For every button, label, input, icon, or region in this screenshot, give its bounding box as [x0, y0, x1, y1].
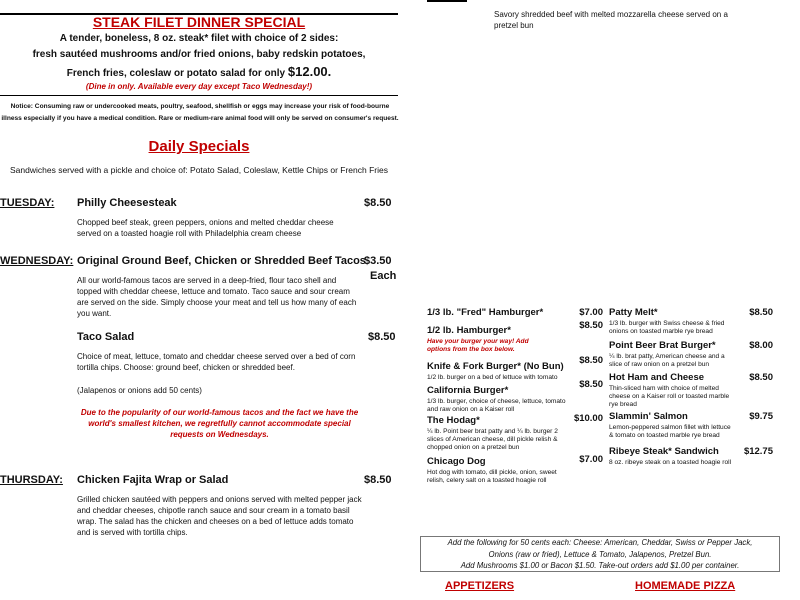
addons-line2: Onions (raw or fried), Lettuce & Tomato, Jalapenos, Pretzel Bun.	[488, 549, 712, 559]
top-right-rule	[427, 0, 467, 2]
tuesday-item-price: $8.50	[364, 197, 392, 209]
menu-item-name: Hot Ham and Cheese	[609, 372, 705, 383]
tuesday-label: TUESDAY:	[0, 197, 55, 209]
steak-special-price: $12.00.	[287, 64, 332, 79]
appetizers-heading: APPETIZERS	[445, 580, 515, 592]
steak-special-note: (Dine in only. Available every day except Taco Wednesday!)	[85, 82, 313, 91]
daily-specials-subtitle: Sandwiches served with a pickle and choice of: Potato Salad, Coleslaw, Kettle Chips or French Fries	[10, 165, 388, 175]
steak-special-line2: fresh sautéed mushrooms and/or fried onions, baby redskin potatoes,	[32, 49, 366, 60]
menu-item-name: California Burger*	[427, 385, 509, 396]
menu-item-price: $8.50	[749, 372, 773, 383]
menu-item-name: Ribeye Steak* Sandwich	[609, 446, 719, 457]
thursday-label: THURSDAY:	[0, 474, 63, 486]
menu-item-name: 1/3 lb. "Fred" Hamburger*	[427, 307, 544, 318]
menu-item-desc: ¼ lb. brat patty, American cheese and a slice of raw onion on a pretzel bun	[609, 353, 725, 369]
wednesday-price-unit: Each	[370, 270, 397, 282]
menu-item-desc: Lemon-peppered salmon fillet with lettuce & tomato on toasted marble rye bread	[609, 424, 731, 440]
addons-line3: Add Mushrooms $1.00 or Bacon $1.50. Take-out orders add $1.00 per container.	[460, 561, 740, 570]
menu-item-price: $8.50	[579, 320, 603, 331]
homemade-pizza-heading: HOMEMADE PIZZA	[635, 580, 736, 592]
tuesday-item-desc: Chopped beef steak, green peppers, onions and melted cheddar cheese served on a toasted hoagie roll with Philadelphia cream cheese	[77, 218, 334, 238]
taco-salad-price: $8.50	[368, 331, 396, 343]
menu-item-price: $8.50	[749, 307, 773, 318]
taco-salad-name: Taco Salad	[77, 331, 135, 343]
menu-item-desc: ¼ lb. Point beer brat patty and ¼ lb. burger 2 slices of American cheese, dill pickle relish & chopped onion on a pretzel bun	[427, 428, 558, 452]
menu-item-desc: Thin-sliced ham with choice of melted cheese on a Kaiser roll or toasted marble rye bread	[609, 385, 730, 409]
menu-item-price: $8.00	[749, 340, 773, 351]
menu-item-price: $7.00	[579, 454, 603, 465]
addons-box	[420, 536, 780, 572]
wednesday-item-name: Original Ground Beef, Chicken or Shredded Beef Tacos	[77, 255, 366, 267]
menu-item-name: Chicago Dog	[427, 456, 486, 467]
taco-salad-note: (Jalapenos or onions add 50 cents)	[77, 386, 202, 395]
menu-item-desc: 8 oz. ribeye steak on a toasted hoagie roll	[609, 459, 732, 466]
wednesday-label: WEDNESDAY:	[0, 255, 74, 267]
menu-item-desc: Hot dog with tomato, dill pickle, onion, sweet relish, celery salt on a toasted hoagie roll	[427, 469, 557, 485]
food-safety-notice: Notice: Consuming raw or undercooked meats, poultry, seafood, shellfish or eggs may increase your risk of food-bourne illness especially if you have a medical condition. Rare or medium-rare animal food will only be served on consumer's request.	[1, 103, 399, 122]
menu-item-name: Patty Melt*	[609, 307, 658, 318]
menu-item-name: Knife & Fork Burger* (No Bun)	[427, 361, 564, 372]
daily-specials-title: Daily Specials	[148, 138, 250, 155]
thursday-item-desc: Grilled chicken sautéed with peppers and onions served with melted pepper jack and cheddar cheeses, chipotle ranch sauce and sour cream in a tomato basil wrap. The salad has the chicken and cheeses on a bed of lettuce adds tomato and is served with tortilla chips.	[77, 495, 362, 537]
steak-special-line1: A tender, boneless, 8 oz. steak* filet with choice of 2 sides:	[59, 33, 339, 44]
thursday-item-price: $8.50	[364, 474, 392, 486]
tuesday-item-name: Philly Cheesesteak	[77, 197, 177, 209]
steak-special-line3-text: French fries, coleslaw or potato salad for only	[66, 68, 286, 79]
taco-salad-desc: Choice of meat, lettuce, tomato and cheddar cheese served over a bed of corn tortilla chips. Choose: ground beef, chicken or shredded beef.	[77, 352, 356, 372]
menu-item-desc: 1/3 lb. burger with Swiss cheese & fried onions on toasted marble rye bread	[609, 320, 725, 336]
menu-item-name: Slammin' Salmon	[609, 411, 688, 422]
menu-item-name: Point Beer Brat Burger*	[609, 340, 716, 351]
menu-item-promo: Have your burger your way! Add options from the box below.	[427, 338, 529, 354]
menu-item-price: $8.50	[579, 379, 603, 390]
menu-item-name: 1/2 lb. Hamburger*	[427, 325, 511, 336]
menu-item-price: $9.75	[749, 411, 773, 422]
menu-item-name: The Hodag*	[427, 415, 480, 426]
steak-special-title: STEAK FILET DINNER SPECIAL	[92, 14, 306, 30]
top-right-desc: Savory shredded beef with melted mozzarella cheese served on a pretzel bun	[494, 10, 728, 30]
menu-item-desc: 1/2 lb. burger on a bed of lettuce with tomato	[427, 374, 558, 381]
menu-item-price: $12.75	[743, 446, 773, 457]
wednesday-item-price: $3.50	[364, 255, 392, 267]
menu-item-price: $8.50	[579, 355, 603, 366]
menu-item-price: $7.00	[579, 307, 603, 318]
menu-item-price: $10.00	[573, 413, 603, 424]
wednesday-item-desc: All our world-famous tacos are served in a deep-fried, flour taco shell and topped with cheddar cheese, lettuce and tomato. Taco sauce and sour cream are served on the side. Simply choose your meat and tell us how many of each you want.	[77, 276, 357, 318]
addons-line1: Add the following for 50 cents each: Cheese: American, Cheddar, Swiss or Pepper Jack,	[447, 538, 753, 547]
menu-item-desc: 1/3 lb. burger, choice of cheese, lettuce, tomato and raw onion on a Kaiser roll	[427, 398, 566, 414]
thursday-item-name: Chicken Fajita Wrap or Salad	[77, 474, 229, 486]
notice-rule	[0, 95, 398, 96]
steak-special-line3	[0, 64, 398, 79]
taco-wednesday-warning: Due to the popularity of our world-famous tacos and the fact we have the world's smallest kitchen, we regretfully cannot accommodate special requests on Wednesdays.	[80, 408, 359, 439]
